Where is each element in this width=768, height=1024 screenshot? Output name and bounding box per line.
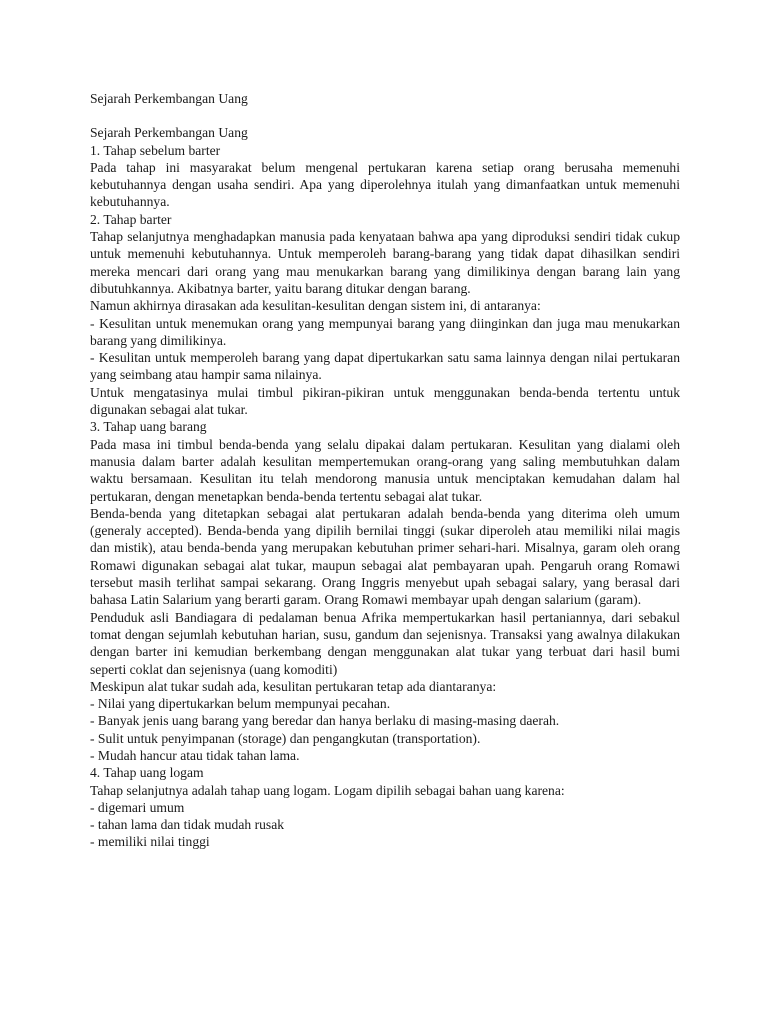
paragraph: Pada masa ini timbul benda-benda yang selalu dipakai dalam pertukaran. Kesulitan yang dialami oleh manusia dalam barter adalah kesulitan mempertemukan orang-orang yang saling membutuhkan dalam waktu bersamaan. Kesulitan itu telah mendorong manusia untuk menciptakan kemudahan dalam hal pertukaran, dengan menetapkan benda-benda tertentu sebagai alat tukar. (90, 436, 680, 504)
paragraph: 3. Tahap uang barang (90, 419, 207, 435)
paragraph: 1. Tahap sebelum barter (90, 142, 221, 158)
document-body (90, 142, 680, 851)
paragraph: Namun akhirnya dirasakan ada kesulitan-kesulitan dengan sistem ini, di antaranya: (90, 298, 541, 314)
paragraph: Pada tahap ini masyarakat belum mengenal pertukaran karena setiap orang berusaha memenuhi kebutuhannya dengan usaha sendiri. Apa yang diperolehnya itulah yang dimanfaatkan untuk memenuhi kebutuhannya. (90, 159, 680, 210)
paragraph: - Banyak jenis uang barang yang beredar dan hanya berlaku di masing-masing daerah. (90, 713, 560, 729)
paragraph: Untuk mengatasinya mulai timbul pikiran-pikiran untuk menggunakan benda-benda tertentu untuk digunakan sebagai alat tukar. (90, 384, 680, 418)
paragraph: Tahap selanjutnya adalah tahap uang logam. Logam dipilih sebagai bahan uang karena: (90, 782, 565, 798)
paragraph: - tahan lama dan tidak mudah rusak (90, 817, 285, 833)
paragraph: Penduduk asli Bandiagara di pedalaman benua Afrika mempertukarkan hasil pertaniannya, dari sebakul tomat dengan sejumlah kebutuhan harian, susu, gandum dan sejenisnya. Transaksi yang awalnya dilakukan dengan barter ini kemudian berkembang dengan menggunakan alat tukar yang terbuat dari hasil bumi seperti coklat dan sejenisnya (uang komoditi) (90, 609, 680, 677)
document-page (90, 90, 680, 851)
paragraph: - memiliki nilai tinggi (90, 834, 210, 850)
paragraph: 2. Tahap barter (90, 211, 172, 227)
paragraph: Meskipun alat tukar sudah ada, kesulitan pertukaran tetap ada diantaranya: (90, 678, 497, 694)
paragraph: - Mudah hancur atau tidak tahan lama. (90, 747, 300, 763)
paragraph: - Kesulitan untuk menemukan orang yang mempunyai barang yang diinginkan dan juga mau menukarkan barang yang dimilikinya. (90, 315, 680, 348)
paragraph: 4. Tahap uang logam (90, 765, 204, 781)
paragraph: Tahap selanjutnya menghadapkan manusia pada kenyataan bahwa apa yang diproduksi sendiri tidak cukup untuk memenuhi kebutuhannya. Untuk memperoleh barang-barang yang tidak dapat dihasilkan sendiri mereka mencari dari orang yang mau menukarkan barang yang dimilikinya dengan barang lain yang dibutuhkannya. Akibatnya barter, yaitu barang ditukar dengan barang. (90, 229, 680, 296)
paragraph: - Kesulitan untuk memperoleh barang yang dapat dipertukarkan satu sama lainnya dengan nilai pertukaran yang seimbang atau hampir sama nilainya. (90, 350, 680, 383)
paragraph: - digemari umum (90, 799, 185, 815)
paragraph: Benda-benda yang ditetapkan sebagai alat pertukaran adalah benda-benda yang diterima oleh umum (generaly accepted). Benda-benda yang dipilih bernilai tinggi (sukar diperoleh atau memiliki nilai magis dan mistik), atau benda-benda yang merupakan kebutuhan primer sehari-hari. Misalnya, garam oleh orang Romawi digunakan sebagai alat tukar, maupun sebagai alat pembayaran upah. Pengaruh orang Romawi tersebut masih terlihat sampai sekarang. Orang Inggris menyebut upah sebagai salary, yang berasal dari bahasa Latin Salarium yang berarti garam. Orang Romawi membayar upah dengan salarium (garam). (90, 505, 680, 608)
document-title: Sejarah Perkembangan Uang (90, 91, 248, 106)
paragraph: - Nilai yang dipertukarkan belum mempunyai pecahan. (90, 696, 391, 712)
paragraph: - Sulit untuk penyimpanan (storage) dan pengangkutan (transportation). (90, 730, 481, 746)
document-subtitle: Sejarah Perkembangan Uang (90, 125, 248, 141)
